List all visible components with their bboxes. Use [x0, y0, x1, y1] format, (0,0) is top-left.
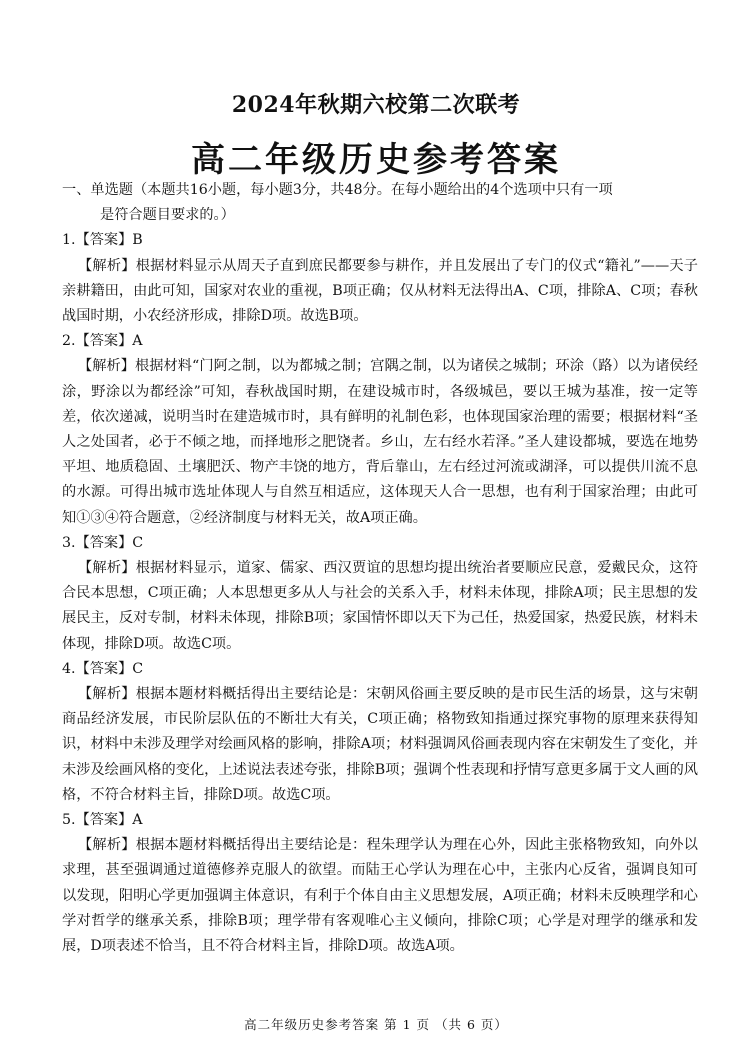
answer-label-3: 3.【答案】C	[62, 534, 144, 551]
analysis-paragraph-3: 【解析】根据材料显示，道家、儒家、西汉贾谊的思想均提出统治者要顺应民意，爱戴民众，这符合民本思想，C项正确；人本思想更多从人与社会的关系入手，材料未体现，排除A项；民主思想的发展民主，反对专制，材料未体现，排除B项；家国情怀即以天下为己任，热爱国家，热爱民族，材料未体现，排除D项。故选C项。	[62, 560, 698, 652]
page-footer: 高二年级历史参考答案 第 1 页 （共 6 页）	[244, 1017, 508, 1032]
answer-label-5: 5.【答案】A	[62, 812, 143, 829]
section-heading: 一、单选题（本题共16小题，每小题3分，共48分。在每小题给出的4个选项中只有一项	[62, 182, 613, 198]
section-heading-continued: 是符合题目要求的。）	[100, 207, 235, 224]
analysis-paragraph-2: 【解析】根据材料“门阿之制，以为都城之制；宫隅之制，以为诸侯之城制；环涂（路）以为诸侯经涂，野涂以为都经涂”可知，春秋战国时期，在建设城市时，各级城邑，要以王城为基准，按一定等差，依次递减，说明当时在建造城市时，具有鲜明的礼制色彩，也体现国家治理的需要；根据材料“圣人之处国者，必于不倾之地，而择地形之肥饶者。乡山，左右经水若泽。”圣人建设都城，要选在地势平坦、地质稳固、土壤肥沃、物产丰饶的地方，背后靠山，左右经过河流或湖泽，可以提供川流不息的水源。可得出城市选址体现人与自然互相适应，这体现天人合一思想，也有利于国家治理；由此可知①③④符合题意，②经济制度与材料无关，故A项正确。	[62, 358, 698, 526]
analysis-paragraph-1: 【解析】根据材料显示从周天子直到庶民都要参与耕作，并且发展出了专门的仪式“籍礼”——天子亲耕籍田，由此可知，国家对农业的重视，B项正确；仅从材料无法得出A、C项，排除A、C项；春秋战国时期，小农经济形成，排除D项。故选B项。	[62, 257, 698, 325]
answer-label-4: 4.【答案】C	[62, 660, 144, 677]
document-title: 高二年级历史参考答案	[191, 140, 561, 180]
answer-content	[62, 178, 698, 959]
answer-label-1: 1.【答案】B	[62, 232, 143, 249]
exam-title: 2024年秋期六校第二次联考	[231, 92, 521, 118]
analysis-paragraph-4: 【解析】根据本题材料概括得出主要结论是：宋朝风俗画主要反映的是市民生活的场景，这与宋朝商品经济发展，市民阶层队伍的不断壮大有关，C项正确；格物致知指通过探究事物的原理来获得知识，材料中未涉及理学对绘画风格的影响，排除A项；材料强调风俗画表现内容在宋朝发生了变化，并未涉及绘画风格的变化，上述说法表述夸张，排除B项；强调个性表现和抒情写意更多属于文人画的风格，不符合材料主旨，排除D项。故选C项。	[62, 686, 698, 803]
answer-label-2: 2.【答案】A	[62, 333, 143, 350]
analysis-paragraph-5: 【解析】根据本题材料概括得出主要结论是：程朱理学认为理在心外，因此主张格物致知，向外以求理，甚至强调通过道德修养克服人的欲望。而陆王心学认为理在心中，主张内心反省，强调良知可以发现，阳明心学更加强调主体意识，有利于个体自由主义思想发展，A项正确；材料未反映理学和心学对哲学的继承关系，排除B项；理学带有客观唯心主义倾向，排除C项；心学是对理学的继承和发展，D项表述不恰当，且不符合材料主旨，排除D项。故选A项。	[62, 837, 698, 955]
